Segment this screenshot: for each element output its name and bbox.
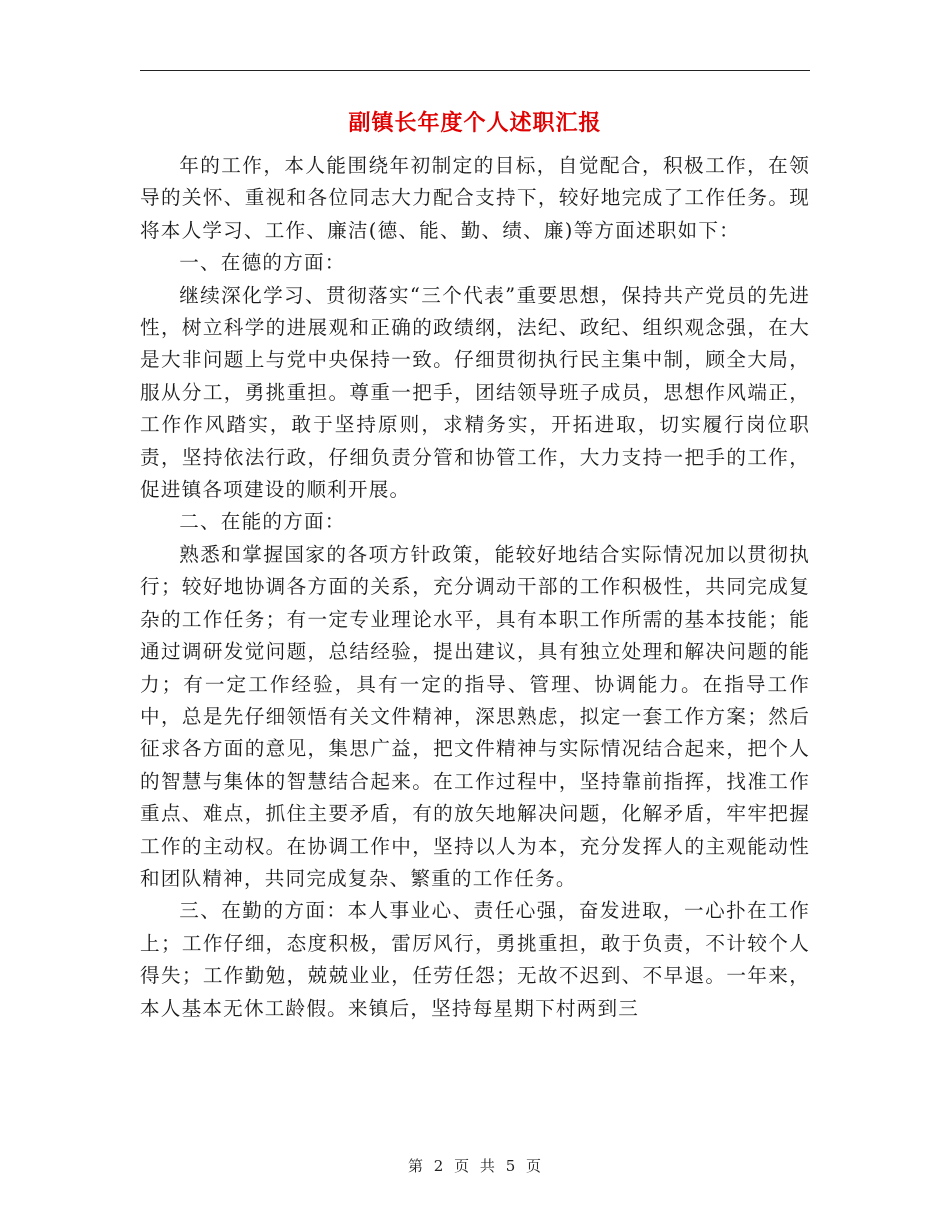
document-title: 副镇长年度个人述职汇报 xyxy=(348,111,602,136)
footer-mid2: 共 xyxy=(479,1157,496,1175)
current-page-number: 2 xyxy=(433,1157,445,1175)
header-rule xyxy=(140,70,810,71)
footer-mid1: 页 xyxy=(454,1157,471,1175)
paragraph-neng: 熟悉和掌握国家的各项方针政策，能较好地结合实际情况加以贯彻执行；较好地协调各方面的关系，充分调动干部的工作积极性，共同完成复杂的工作任务；有一定专业理论水平，具有本职工作所需的基本技能；能通过调研发觉问题，总结经验，提出建议，具有独立处理和解决问题的能力；有一定工作经验，具有一定的指导、管理、协调能力。在指导工作中，总是先仔细领悟有关文件精神，深思熟虑，拟定一套工作方案；然后征求各方面的意见，集思广益，把文件精神与实际情况结合起来，把个人的智慧与集体的智慧结合起来。在工作过程中，坚持靠前指挥，找准工作重点、难点，抓住主要矛盾，有的放矢地解决问题，化解矛盾，牢牢把握工作的主动权。在协调工作中，坚持以人为本，充分发挥人的主观能动性和团队精神，共同完成复杂、繁重的工作任务。 xyxy=(140,542,810,890)
footer-prefix: 第 xyxy=(407,1157,424,1175)
paragraph-de: 继续深化学习、贯彻落实“三个代表”重要思想，保持共产党员的先进性，树立科学的进展观和正确的政绩纲，法纪、政纪、组织观念强，在大是大非问题上与党中央保持一致。仔细贯彻执行民主集中制，顾全大局，服从分工，勇挑重担。尊重一把手，团结领导班子成员，思想作风端正，工作作风踏实，敢于坚持原则，求精务实，开拓进取，切实履行岗位职责，坚持依法行政，仔细负责分管和协管工作，大力支持一把手的工作，促进镇各项建设的顺利开展。 xyxy=(140,283,810,502)
page-number-footer xyxy=(0,1155,950,1176)
section-heading-de: 一、在德的方面： xyxy=(179,251,346,275)
footer-suffix: 页 xyxy=(526,1157,543,1175)
document-body xyxy=(140,150,810,1025)
total-pages-number: 5 xyxy=(505,1157,517,1175)
paragraph-intro: 年的工作，本人能围绕年初制定的目标，自觉配合，积极工作，在领导的关怀、重视和各位同志大力配合支持下，较好地完成了工作任务。现将本人学习、工作、廉洁(德、能、勤、绩、廉)等方面述职如下： xyxy=(140,154,810,242)
paragraph-qin: 三、在勤的方面：本人事业心、责任心强，奋发进取，一心扑在工作上；工作仔细，态度积极，雷厉风行，勇挑重担，敢于负责，不计较个人得失；工作勤勉，兢兢业业，任劳任怨；无故不迟到、不早退。一年来，本人基本无休工龄假。来镇后，坚持每星期下村两到三 xyxy=(140,899,810,1020)
section-heading-neng: 二、在能的方面： xyxy=(179,510,346,534)
